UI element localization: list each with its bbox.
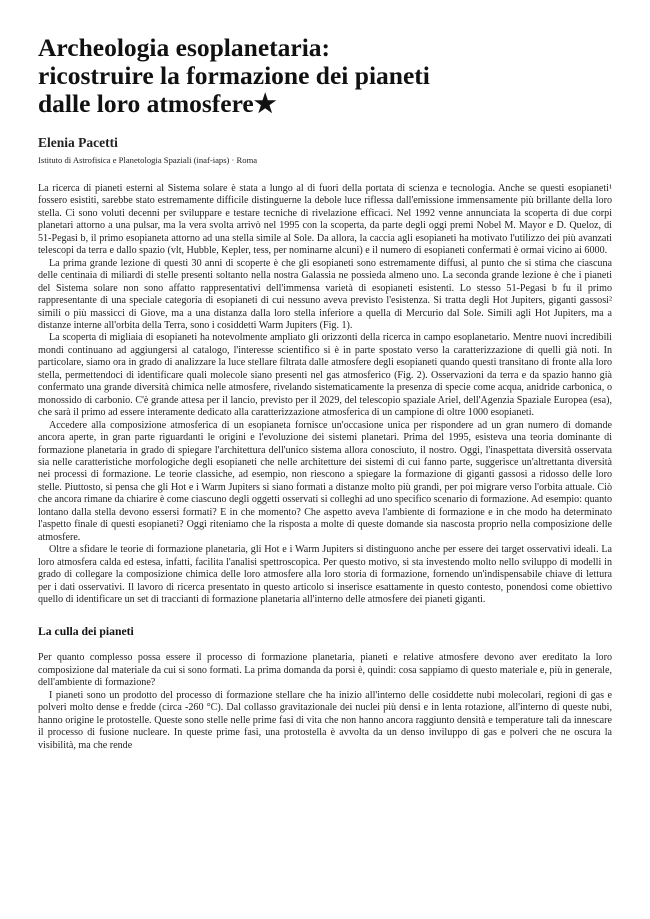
article-page bbox=[38, 34, 612, 752]
section-heading: La culla dei pianeti bbox=[38, 625, 134, 639]
body-paragraph: La prima grande lezione di questi 30 anni di scoperte è che gli esopianeti sono estremamente diffusi, al punto che si stima che ciascuna delle centinaia di miliardi di stelle presenti soltanto nella nostra Galassia ne possieda almeno uno. La seconda grande lezione è che i pianeti del Sistema solare non sono affatto rappresentativi dell'immensa varietà di esopianeti esistenti. Lo stesso 51-Pegasi b fu il primo rappresentante di una speciale categoria di esopianeti di cui nessuno aveva previsto l'esistenza. Si tratta degli Hot Jupiters, giganti gassosi² simili o più massicci di Giove, ma a una distanza dalla loro stella inferiore a quella di Mercurio dal Sole. Simili agli Hot Jupiters, ma a distanze interne all'orbita della Terra, sono i cosiddetti Warm Jupiters (Fig. 1). bbox=[38, 257, 612, 331]
body-paragraph: La scoperta di migliaia di esopianeti ha notevolmente ampliato gli orizzonti della ricerca in campo esoplanetario. Mentre nuovi incredibili mondi continuano ad aggiungersi al catalogo, l'interesse scientifico si è in parte spostato verso la caratterizzazione di quelli già noti. In particolare, siamo ora in grado di analizzare la luce stellare filtrata dalle atmosfere degli esopianeti quando questi transitano di fronte alla loro stella, permettendoci di identificare quali molecole siano presenti nel gas atmosferico (Fig. 2). Osservazioni da terra e da spazio hanno già confermato una grande diversità chimica nelle atmosfere, rivelando sistematicamente la presenza di specie come acqua, anidride carbonica, o monossido di carbonio. C'è grande attesa per il lancio, previsto per il 2029, del telescopio spaziale Ariel, dell'Agenzia Spaziale Europea (esa), che sarà il primo ad essere interamente dedicato alla caratterizzazione atmosferica di un campione di oltre 1000 esopianeti. bbox=[38, 332, 612, 419]
body-paragraph: La ricerca di pianeti esterni al Sistema solare è stata a lungo al di fuori della portata di scienza e tecnologia. Anche se questi esopianeti¹ fossero esistiti, sarebbe stato estremamente difficile distinguerne la debole luce riflessa dall'emissione immensamente più brillante della loro stella. Ci sono voluti decenni per sviluppare e testare tecniche di rivelazione efficaci. Nel 1992 venne annunciata la scoperta di due corpi planetari attorno a una pulsar, ma la vera svolta arrivò nel 1995 con la scoperta, da parte degli oggi premi Nobel M. Mayor e D. Queloz, di 51-Pegasi b, il primo esopianeta attorno ad una stella simile al Sole. Da allora, la caccia agli esopianeti ha motivato l'utilizzo dei più avanzati telescopi da terra e dallo spazio (vlt, Hubble, Kepler, tess, per nominarne alcuni) e il numero di esopianeti confermati è ormai vicino ai 6000. bbox=[38, 183, 612, 257]
article-body bbox=[38, 183, 612, 606]
body-paragraph: Oltre a sfidare le teorie di formazione planetaria, gli Hot e i Warm Jupiters si distinguono anche per essere dei target osservativi ideali. La loro atmosfera calda ed estesa, infatti, facilita l'analisi spettroscopica. Per questo motivo, si sta investendo molto nello sviluppo di modelli in grado di collegare la composizione chimica delle loro atmosfere alla loro storia di formazione, fornendo un'indispensabile chiave di lettura per i dati osservativi. Il lavoro di ricerca presentato in questo articolo si inserisce esattamente in questo contesto, ponendosi come obiettivo quello di identificare un set di traccianti di formazione planetaria all'interno delle atmosfere dei pianeti giganti. bbox=[38, 544, 612, 605]
author-affiliation: Istituto di Astrofisica e Planetologia Spaziali (inaf-iaps) · Roma bbox=[38, 155, 258, 165]
title-line: ricostruire la formazione dei pianeti bbox=[38, 61, 430, 90]
title-line: Archeologia esoplanetaria: bbox=[38, 33, 331, 62]
title-line: dalle loro atmosfere★ bbox=[38, 89, 277, 118]
body-paragraph: Accedere alla composizione atmosferica di un esopianeta fornisce un'occasione unica per rispondere ad un gran numero di domande ancora aperte, in gran parte riguardanti le origini e l'evoluzione dei sistemi planetari. Prima del 1995, esisteva una teoria dominante di formazione planetaria in grado di spiegare l'architettura dell'unico sistema allora conosciuto, il nostro. Oggi, l'inaspettata diversità osservata sia nelle caratteristiche morfologiche degli esopianeti che nelle architetture dei sistemi di cui fanno parte, suggerisce un'altrettanta diversità nei processi di formazione. Le teorie classiche, ad esempio, non riescono a spiegare la formazione di giganti gassosi a ridosso delle loro stelle. Piuttosto, si pensa che gli Hot e i Warm Jupiters si siano formati a distanze molto più grandi, per poi migrare verso l'orbita attuale. Ciò che ancora rimane da chiarire è come ciascuno degli oggetti osservati si colleghi ad uno specifico scenario di formazione. Ad esempio: quanto lontano dalla stella devono essersi formati? E in che momento? Che aspetto aveva l'ambiente di formazione e in che modo ha determinato l'aspetto finale di questi esopianeti? Oggi riteniamo che la risposta a molte di queste domande sia nascosta proprio nella composizione delle atmosfere. bbox=[38, 419, 613, 543]
author-name: Elenia Pacetti bbox=[38, 135, 118, 150]
section-paragraph: I pianeti sono un prodotto del processo di formazione stellare che ha inizio all'interno delle cosiddette nubi molecolari, regioni di gas e polveri molto dense e fredde (circa -260 °C). Dal collasso gravitazionale dei nuclei più densi e in lenta rotazione, all'interno di queste nubi, hanno origine le protostelle. Queste sono stelle nelle prime fasi di vita che non hanno ancora raggiunto densità e temperature tali da innescare il processo di fusione nucleare. In queste prime fasi, una protostella è avvolta da un denso inviluppo di gas e polveri che ne oscura la visibilità, ma che rende bbox=[38, 689, 612, 751]
section-paragraph: Per quanto complesso possa essere il processo di formazione planetaria, pianeti e relative atmosfere devono aver ereditato la loro composizione dal materiale da cui si sono formati. La prima domanda da porsi è, quindi: cosa sappiamo di questo materiale e, più in generale, dell'ambiente di formazione? bbox=[38, 652, 612, 689]
article-title bbox=[38, 34, 612, 118]
section-body bbox=[38, 652, 612, 752]
